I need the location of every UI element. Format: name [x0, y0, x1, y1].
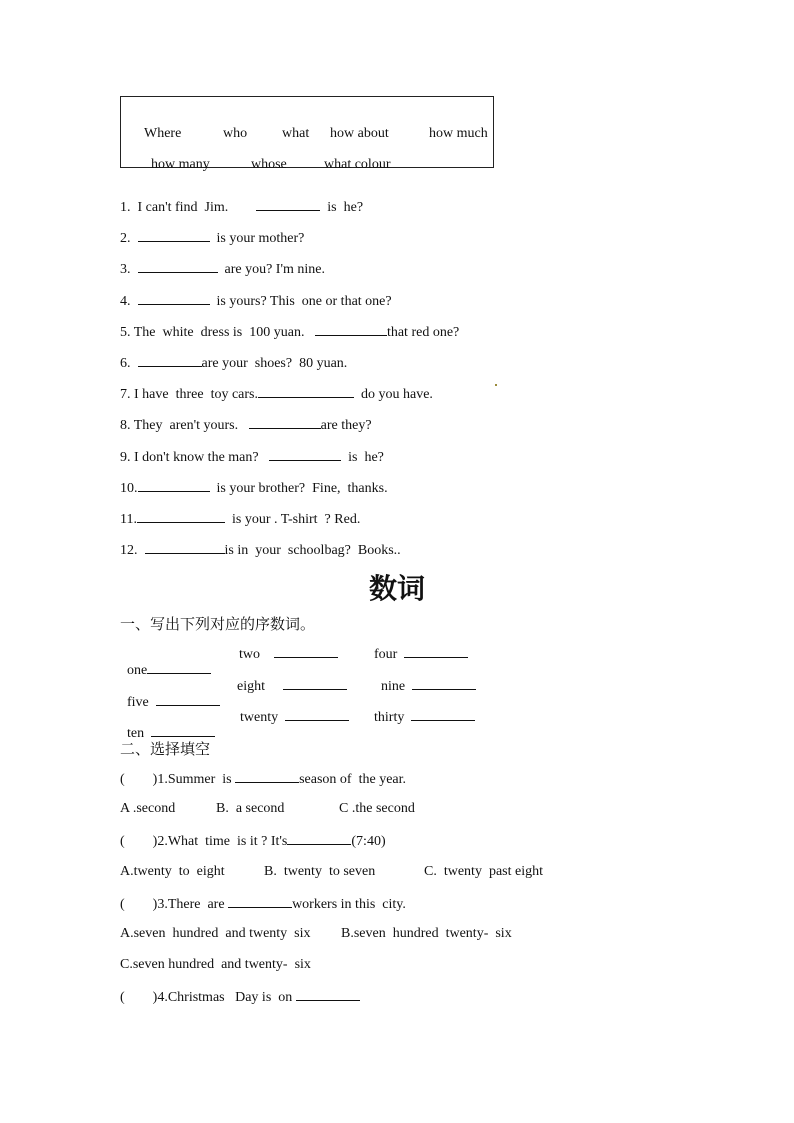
- answer-blank[interactable]: [287, 832, 351, 845]
- question-text: is he?: [320, 200, 364, 215]
- answer-blank[interactable]: [138, 292, 210, 305]
- part2-heading: 二、选择填空: [120, 740, 211, 758]
- question-11: [120, 510, 360, 528]
- question-text: 2.: [120, 231, 138, 246]
- question-text: are they?: [320, 418, 372, 433]
- ordinal-word: two: [239, 647, 260, 662]
- question-text: 10.: [120, 481, 138, 496]
- option-a[interactable]: A.twenty to eight: [120, 864, 225, 879]
- question-6: [120, 354, 347, 372]
- answer-blank[interactable]: [235, 770, 299, 783]
- ordinal-word: nine: [381, 679, 406, 694]
- answer-blank[interactable]: [258, 385, 354, 398]
- question-text: 4.: [120, 294, 138, 309]
- question-2: [120, 229, 304, 247]
- answer-blank[interactable]: [138, 354, 202, 367]
- question-5: [120, 323, 459, 341]
- answer-blank[interactable]: [228, 895, 292, 908]
- question-text: 6.: [120, 356, 138, 371]
- question-text: ( )1.Summer is: [120, 772, 236, 787]
- option-c[interactable]: C. twenty past eight: [424, 864, 543, 879]
- word-bank-item: how about: [330, 126, 389, 141]
- question-3: [120, 260, 325, 278]
- option-b[interactable]: B. a second: [216, 801, 285, 816]
- question-text: ( )4.Christmas Day is on: [120, 990, 296, 1005]
- answer-blank[interactable]: [256, 198, 320, 211]
- question-9: [120, 448, 384, 466]
- answer-blank[interactable]: [411, 708, 475, 721]
- question-text: are your shoes? 80 yuan.: [201, 356, 348, 371]
- word-bank-item: how many: [151, 157, 210, 172]
- question-text: 7. I have three toy cars.: [120, 387, 258, 402]
- ordinal-cell: [374, 645, 468, 663]
- ordinal-cell: [239, 645, 338, 663]
- answer-blank[interactable]: [315, 323, 387, 336]
- answer-blank[interactable]: [296, 988, 360, 1001]
- part1-heading: 一、写出下列对应的序数词。: [120, 615, 316, 633]
- choice-question-3: [120, 895, 406, 913]
- ordinal-word: four: [374, 647, 398, 662]
- answer-blank[interactable]: [412, 677, 476, 690]
- question-12: [120, 541, 401, 559]
- answer-blank[interactable]: [151, 724, 215, 737]
- answer-blank[interactable]: [285, 708, 349, 721]
- question-text: is your brother? Fine, thanks.: [209, 481, 388, 496]
- choice-question-2: [120, 832, 386, 850]
- answer-blank[interactable]: [138, 260, 218, 273]
- option-c[interactable]: C .the second: [339, 801, 415, 816]
- answer-blank[interactable]: [145, 541, 225, 554]
- answer-blank[interactable]: [138, 229, 210, 242]
- question-text: 3.: [120, 262, 138, 277]
- ordinal-row-3: [120, 708, 215, 742]
- word-bank-item: how much: [429, 126, 488, 141]
- question-text: 12.: [120, 543, 145, 558]
- option-b[interactable]: B.seven hundred twenty- six: [341, 926, 512, 941]
- question-7: [120, 385, 433, 403]
- answer-blank[interactable]: [249, 416, 321, 429]
- answer-blank[interactable]: [147, 661, 211, 674]
- question-text: (7:40): [351, 834, 386, 849]
- ordinal-word: one: [127, 663, 148, 678]
- question-text: are you? I'm nine.: [217, 262, 325, 277]
- ordinal-cell: [237, 677, 347, 695]
- ordinal-word: thirty: [374, 710, 405, 725]
- answer-blank[interactable]: [269, 448, 341, 461]
- word-bank-item: whose: [251, 157, 287, 172]
- ordinal-cell: [381, 677, 476, 695]
- choice-question-1: [120, 770, 406, 788]
- question-text: do you have.: [354, 387, 433, 402]
- question-text: is your . T-shirt ? Red.: [224, 512, 361, 527]
- question-text: is he?: [341, 450, 384, 465]
- word-bank-row-2: [137, 141, 390, 189]
- answer-blank[interactable]: [156, 693, 220, 706]
- question-text: is in your schoolbag? Books..: [224, 543, 401, 558]
- question-text: ( )3.There are: [120, 897, 229, 912]
- question-text: 9. I don't know the man?: [120, 450, 270, 465]
- ordinal-row-1: [120, 645, 211, 679]
- answer-blank[interactable]: [274, 645, 338, 658]
- question-text: that red one?: [386, 325, 460, 340]
- ordinal-word: twenty: [240, 710, 279, 725]
- answer-blank[interactable]: [138, 479, 210, 492]
- question-text: 11.: [120, 512, 137, 527]
- question-4: [120, 292, 392, 310]
- answer-blank[interactable]: [404, 645, 468, 658]
- option-a[interactable]: A .second: [120, 801, 176, 816]
- word-bank-item: Where: [144, 126, 182, 141]
- section-title: 数词: [368, 572, 425, 605]
- stray-dot: [495, 384, 497, 386]
- question-text: season of the year.: [299, 772, 407, 787]
- ordinal-cell: [240, 708, 349, 726]
- question-text: workers in this city.: [292, 897, 406, 912]
- word-bank-box: [120, 96, 494, 172]
- ordinal-row-2: [120, 677, 220, 711]
- word-bank-item: what: [282, 126, 310, 141]
- question-text: 1. I can't find Jim.: [120, 200, 257, 215]
- word-bank-item: who: [223, 126, 248, 141]
- answer-blank[interactable]: [283, 677, 347, 690]
- ordinal-word: ten: [127, 726, 145, 741]
- option-c[interactable]: C.seven hundred and twenty- six: [120, 957, 311, 972]
- question-text: ( )2.What time is it ? It's: [120, 834, 288, 849]
- question-1: [120, 198, 363, 216]
- choice-question-4: [120, 988, 360, 1006]
- question-text: 8. They aren't yours.: [120, 418, 249, 433]
- option-a[interactable]: A.seven hundred and twenty six: [120, 926, 311, 941]
- option-b[interactable]: B. twenty to seven: [264, 864, 376, 879]
- word-bank-item: what colour: [324, 157, 391, 172]
- question-text: is your mother?: [209, 231, 305, 246]
- ordinal-word: five: [127, 695, 149, 710]
- question-8: [120, 416, 372, 434]
- ordinal-cell: [374, 708, 475, 726]
- question-text: is yours? This one or that one?: [209, 294, 392, 309]
- answer-blank[interactable]: [137, 510, 225, 523]
- ordinal-word: eight: [237, 679, 265, 694]
- question-10: [120, 479, 388, 497]
- question-text: 5. The white dress is 100 yuan.: [120, 325, 315, 340]
